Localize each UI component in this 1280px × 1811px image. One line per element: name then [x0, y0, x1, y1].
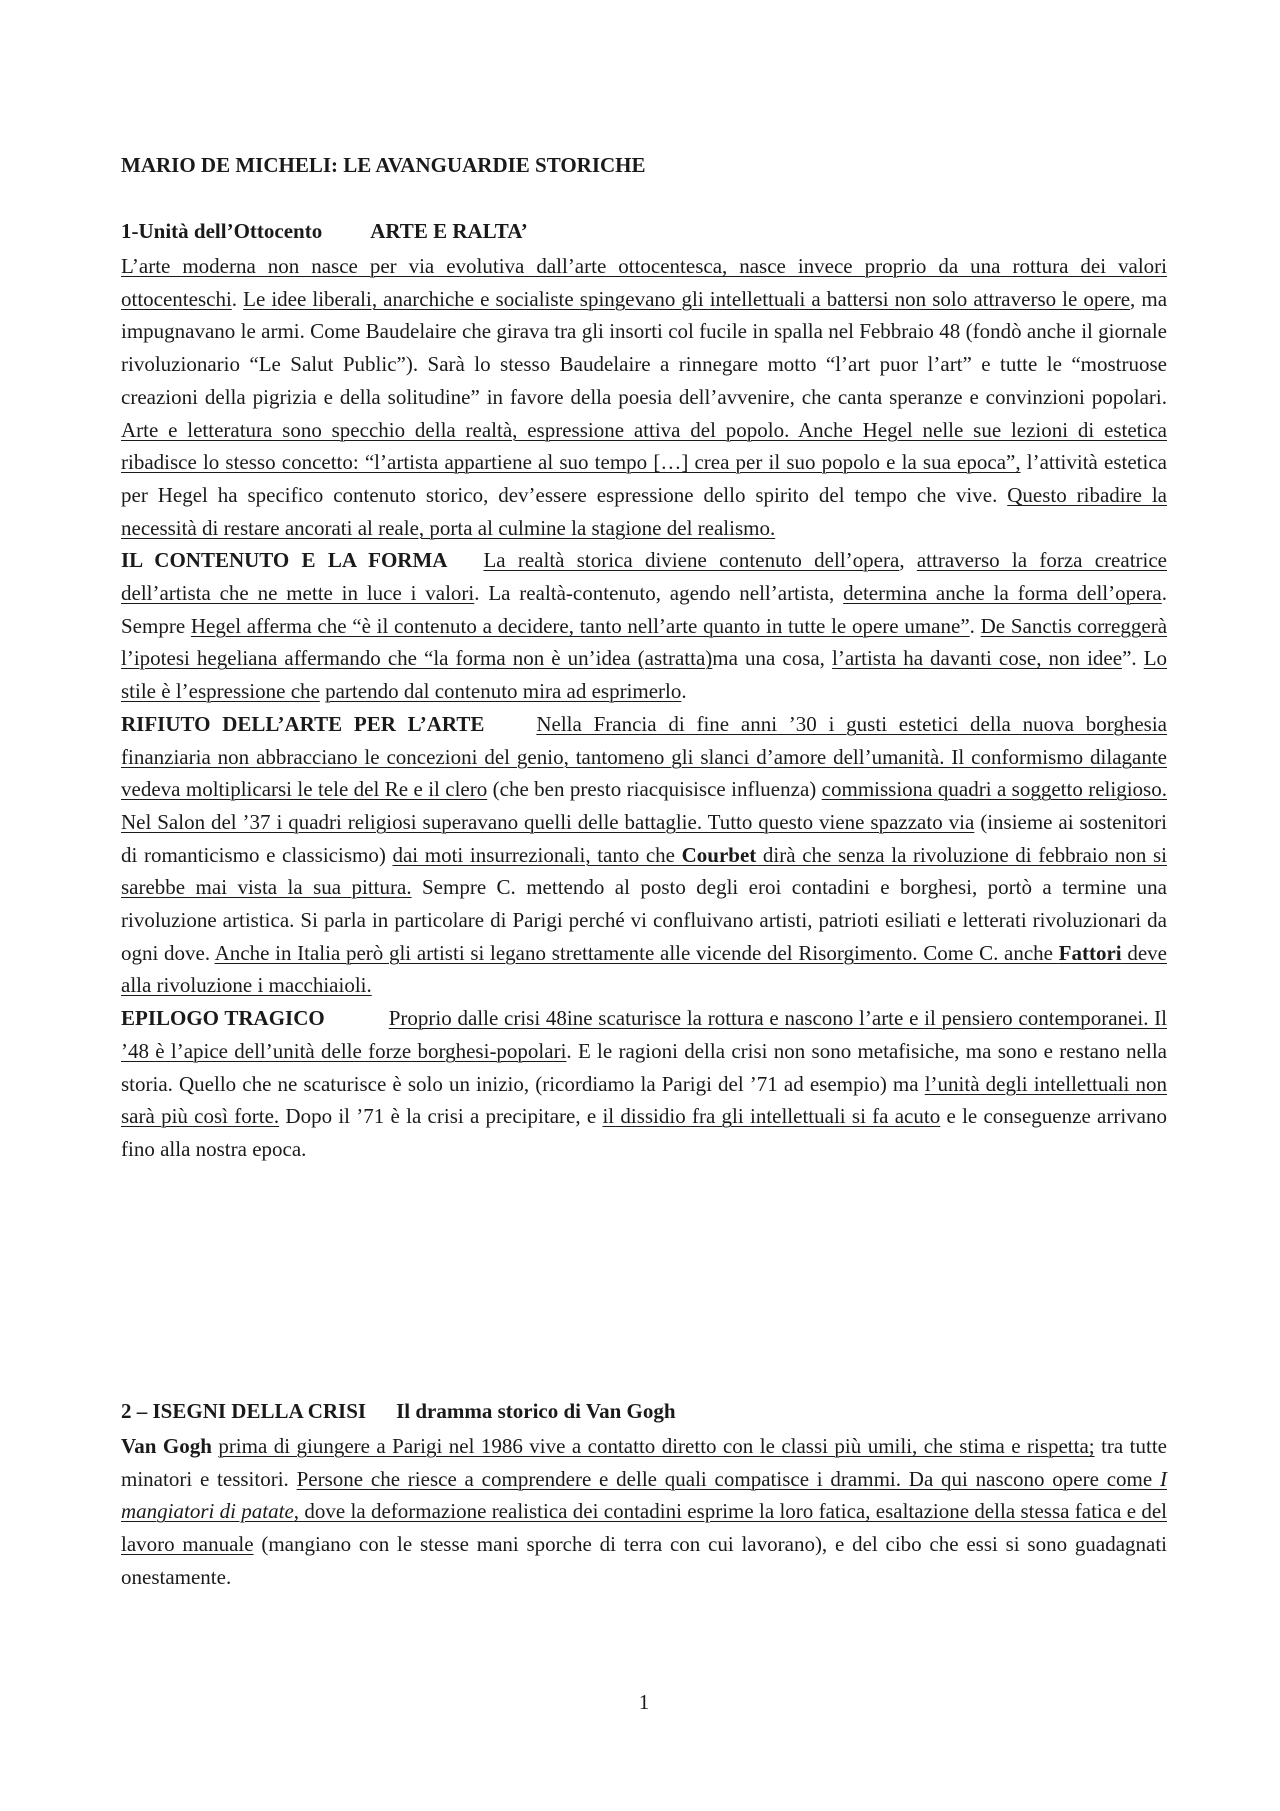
contenuto-text-13: Lo stile è l’espressione che	[121, 646, 1168, 704]
section-2-heading	[121, 1398, 1167, 1430]
contenuto-text-16: .	[681, 679, 687, 704]
contenuto-text-8: .	[969, 613, 981, 638]
van-gogh-text-2: prima di giungere a Parigi nel 1986 vive a contatto diretto con le classi più umili, che stima e rispetta;	[218, 1434, 1095, 1458]
van-gogh-text-5: (mangiano con le stesse mani sporche di terra con cui lavorano), e del cibo che essi si sono guadagnati onestamente.	[121, 1532, 1168, 1589]
intro-text-5: Arte e letteratura sono specchio della realtà, espressione attiva del popolo. Anche Hegel nelle sue lezioni di estetica ribadisce lo stesso concetto: “l’artista appartiene al suo tempo […] crea per il suo popolo e la sua epoca”,	[121, 417, 1167, 475]
contenuto-text-15: partendo dal contenuto mira ad esprimerlo	[325, 679, 682, 704]
intro-text-3: Le idee liberali, anarchiche e socialiste spingevano gli intellettuali a battersi non solo attraverso le opere	[243, 286, 1131, 311]
contenuto-text-4: . La realtà-contenuto, agendo nell’artista,	[474, 581, 844, 606]
contenuto-paragraph	[121, 544, 1167, 708]
rifiuto-paragraph	[121, 708, 1167, 1002]
rifiuto-text-5c: dirà che senza la rivoluzione di febbraio non si sarebbe mai vista la sua pittura.	[121, 842, 1167, 900]
section-2-subtitle: Il dramma storico di Van Gogh	[396, 1399, 676, 1423]
contenuto-text-11: l’artista ha davanti cose, non idee	[832, 646, 1123, 671]
rifiuto-text-4: (insieme ai sostenitori di romanticismo e classicismo)	[121, 809, 1167, 867]
rifiuto-text-7: Anche in Italia però gli artisti si legano strettamente alle vicende del Risorgimento. Come C. anche	[214, 940, 1059, 965]
epilogo-text-4: Dopo il ’71 è la crisi a precipitare, e	[279, 1104, 603, 1129]
contenuto-text-6: . Sempre	[121, 581, 1167, 638]
section-1-heading	[121, 218, 1167, 250]
rifiuto-text-1: Nella Francia di fine anni ’30 i gusti estetici della nuova borghesia finanziaria non abbracciano le concezioni del genio, tantomeno gli slanci d’amore dell’umanità. Il conformismo dilagante vedeva moltiplicarsi le tele del Re e il clero	[121, 711, 1167, 802]
section-2	[121, 1398, 1167, 1594]
contenuto-text-5: determina anche la forma dell’opera	[843, 581, 1162, 606]
van-gogh-text-4: Persone che riesce a comprendere e delle quali compatisce i drammi. Da qui nascono opere come	[296, 1466, 1160, 1491]
intro-text-1: L’arte moderna non nasce per via evolutiva dall’arte ottocentesca, nasce invece proprio da una rottura dei valori ottocenteschi	[121, 254, 1167, 311]
document-title: MARIO DE MICHELI: LE AVANGUARDIE STORICHE	[121, 153, 646, 177]
van-gogh-text-3: tra tutte minatori e tessitori.	[121, 1434, 1167, 1491]
van-gogh-name: Van Gogh	[121, 1434, 212, 1458]
contenuto-text-10: ma una cosa,	[712, 646, 832, 671]
contenuto-text-1: La realtà storica diviene contenuto dell’opera	[483, 548, 900, 573]
rifiuto-fattori: Fattori	[1058, 940, 1122, 965]
intro-text-2: .	[231, 286, 244, 311]
epilogo-text-3: l’unità degli intellettuali non sarà più così forte.	[121, 1071, 1167, 1129]
van-gogh-artwork-title: I mangiatori di patate	[121, 1466, 1167, 1524]
epilogo-heading: EPILOGO TRAGICO	[121, 1006, 325, 1031]
section-1-number-title: 1-Unità dell’Ottocento	[121, 219, 323, 243]
rifiuto-text-3: commissiona quadri a soggetto religioso. Nel Salon del ’37 i quadri religiosi superavano quelli delle battaglie. Tutto questo viene spazzato via	[121, 777, 1167, 834]
intro-text-7: Questo ribadire la necessità di restare ancorati al reale, porta al culmine la stagione del realismo.	[121, 482, 1168, 540]
section-1	[121, 218, 1167, 1166]
page-number: 1	[638, 1690, 650, 1714]
van-gogh-text-4c: , dove la deformazione realistica dei contadini esprime la loro fatica, esaltazione della stessa fatica e del lavoro manuale	[121, 1499, 1167, 1557]
intro-paragraph	[121, 250, 1167, 544]
contenuto-text-2: ,	[899, 548, 917, 573]
contenuto-text-3: attraverso la forza creatrice dell’artista che ne mette in luce i valori	[121, 548, 1168, 606]
epilogo-text-1: Proprio dalle crisi 48ine scaturisce la rottura e nascono l’arte e il pensiero contemporanei. Il ’48 è l’apice dell’unità delle forze borghesi-popolari	[121, 1006, 1168, 1063]
rifiuto-text-7c: deve alla rivoluzione i macchiaioli.	[121, 940, 1167, 998]
intro-text-6: l’attività estetica per Hegel ha specifico contenuto storico, dev’essere espressione dello spirito del tempo che vive.	[121, 450, 1167, 507]
contenuto-text-12: ”.	[1122, 646, 1144, 671]
document-page	[121, 0, 1167, 1811]
section-1-subtitle: ARTE E RALTA’	[370, 219, 528, 243]
contenuto-heading: IL CONTENUTO E LA FORMA	[121, 548, 448, 573]
epilogo-text-6: e le conseguenze arrivano fino alla nostra epoca.	[121, 1104, 1167, 1161]
rifiuto-text-6: Sempre C. mettendo al posto degli eroi contadini e borghesi, portò a termine una rivoluzione artistica. Si parla in particolare di Parigi perché vi confluivano artisti, patrioti esiliati e letterati rivoluzionari da ogni dove.	[121, 875, 1167, 965]
rifiuto-text-5: dai moti insurrezionali, tanto che	[392, 842, 682, 867]
intro-text-4: , ma impugnavano le armi. Come Baudelaire che girava tra gli insorti col fucile in spalla nel Febbraio 48 (fondò anche il giornale rivoluzionario “Le Salut Public”). Sarà lo stesso Baudelaire a rinnegare motto “l’art puor l’art” e tutte le “mostruose creazioni della pigrizia e della solitudine” in favore della poesia dell’avvenire, che canta speranze e convinzioni popolari.	[121, 286, 1168, 409]
epilogo-text-5: il dissidio fra gli intellettuali si fa acuto	[602, 1104, 941, 1129]
contenuto-text-7: Hegel afferma che “è il contenuto a decidere, tanto nell’arte quanto in tutte le opere umane”	[190, 613, 970, 638]
contenuto-text-9: De Sanctis correggerà l’ipotesi hegeliana affermando che “la forma non è un’idea (astratta)	[121, 613, 1168, 671]
rifiuto-courbet: Courbet	[681, 842, 757, 867]
epilogo-paragraph	[121, 1002, 1167, 1166]
section-2-number-title: 2 – ISEGNI DELLA CRISI	[121, 1399, 367, 1423]
rifiuto-text-2: (che ben presto riacquisisce influenza)	[487, 777, 822, 802]
van-gogh-paragraph	[121, 1430, 1167, 1594]
rifiuto-heading: RIFIUTO DELL’ARTE PER L’ARTE	[121, 711, 485, 736]
epilogo-text-2: . E le ragioni della crisi non sono metafisiche, ma sono e restano nella storia. Quello che ne scaturisce è solo un inizio, (ricordiamo la Parigi del ’71 ad esempio) ma	[121, 1038, 1167, 1096]
